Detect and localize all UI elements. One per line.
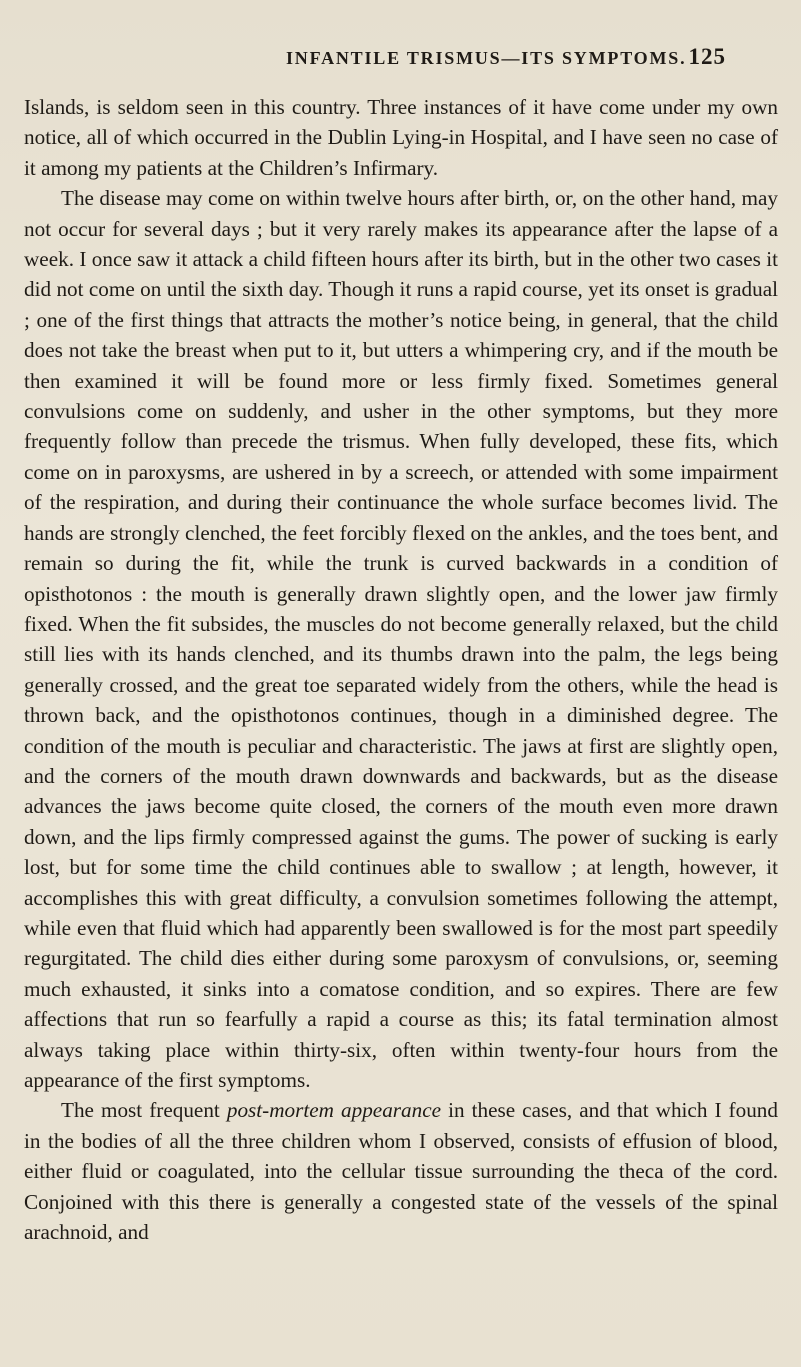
italic-phrase: post-mortem appearance — [226, 1098, 442, 1123]
running-head — [286, 44, 726, 80]
page-number: 125 — [688, 44, 726, 69]
paragraph-text: in these cases, and that which I found in the bodies of all the three children whom I observed, consists of effusion of blood, either fluid or coagulated, into the cellular tissue surrounding the theca of the cord. Conjoined with this there is generally a congested state of the vessels of the spinal arachnoid, and — [24, 1098, 778, 1245]
paragraph-onset: The disease may come on within twelve hours after birth, or, on the other hand, may not occur for several days ; but it very rarely makes its appearance after the lapse of a week. I once saw it attack a child fifteen hours after its birth, but in the other two cases it did not come on until the sixth day. Though it runs a rapid course, yet its onset is gradual ; one of the first things that attracts the mother’s notice being, in general, that the child does not take the breast when put to it, but utters a whimpering cry, and if the mouth be then examined it will be found more or less firmly fixed. Sometimes general convulsions come on suddenly, and usher in the other symptoms, but they more frequently follow than precede the trismus. When fully developed, these fits, which come on in paroxysms, are ushered in by a screech, or attended with some impairment of the respiration, and during their continuance the whole surface becomes livid. The hands are strongly clenched, the feet forcibly flexed on the ankles, and the toes bent, and remain so during the fit, while the trunk is curved backwards in a condition of opisthotonos : the mouth is generally drawn slightly open, and the lower jaw firmly fixed. When the fit subsides, the muscles do not become generally relaxed, but the child still lies with its hands clenched, and its thumbs drawn into the palm, the legs being generally crossed, and the great toe separated widely from the others, while the head is thrown back, and the opisthotonos continues, though in a diminished degree. The condition of the mouth is peculiar and characteristic. The jaws at first are slightly open, and the corners of the mouth drawn downwards and backwards, but as the disease advances the jaws become quite closed, the corners of the mouth even more drawn down, and the lips firmly compressed against the gums. The power of sucking is early lost, but for some time the child continues able to swallow ; at length, however, it accomplishes this with great difficulty, a convulsion sometimes following the attempt, while even that fluid which had apparently been swallowed is for the most part speedily regurgitated. The child dies either during some paroxysm of convulsions, or, seeming much exhausted, it sinks into a comatose condition, and so expires. There are few affections that run so fearfully a rapid a course as this; its fatal termination almost always taking place within thirty-six, often within twenty-four hours from the appearance of the first symptoms. — [24, 186, 778, 1092]
running-title: INFANTILE TRISMUS—ITS SYMPTOMS. — [286, 48, 687, 68]
paragraph-post-mortem — [24, 1095, 778, 1247]
paragraph-text: The most frequent — [61, 1098, 227, 1123]
body-text — [24, 92, 778, 1247]
paragraph-continued: Islands, is seldom seen in this country. Three instances of it have come under my own notice, all of which occurred in the Dublin Lying-in Hospital, and I have seen no case of it among my patients at the Children’s Infirmary. — [24, 95, 778, 180]
